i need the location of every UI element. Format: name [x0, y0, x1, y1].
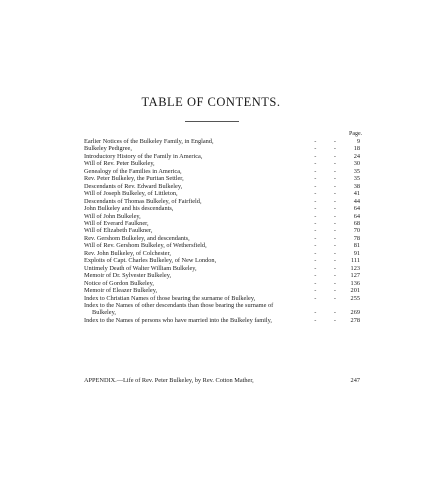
toc-entry	[84, 235, 360, 242]
toc-entry	[84, 302, 360, 309]
leader-dots: - -	[314, 145, 344, 153]
toc-entry	[84, 272, 360, 279]
toc-entry	[84, 250, 360, 257]
toc-entry	[84, 295, 360, 302]
toc-entry	[84, 317, 360, 324]
toc-entry-label: Descendants of Rev. Edward Bulkeley,	[84, 182, 183, 190]
toc-entry-label: Rev. John Bulkeley, of Colchester,	[84, 249, 171, 257]
toc-entry-page: 78	[353, 234, 360, 242]
toc-entry-label: Genealogy of the Families in America,	[84, 167, 182, 175]
toc-entry	[84, 213, 360, 220]
leader-dots: - -	[314, 227, 344, 235]
toc-entry	[84, 168, 360, 175]
leader-dots: - -	[314, 138, 344, 145]
leader-dots: - -	[314, 212, 344, 220]
leader-dots: - -	[314, 249, 344, 257]
leader-dots: - -	[314, 167, 344, 175]
leader-dots: - -	[314, 197, 344, 205]
leader-dots: - -	[314, 190, 344, 198]
toc-entry-label: Rev. Peter Bulkeley, the Puritan Settler,	[84, 175, 184, 183]
appendix-page: 247	[350, 377, 360, 384]
page-column-header: Page.	[349, 131, 363, 137]
toc-entry	[84, 227, 360, 234]
toc-entry-label: Exploits of Capt. Charles Bulkeley, of New London,	[84, 257, 217, 265]
leader-dots: - -	[314, 272, 344, 280]
toc-entry	[84, 153, 360, 160]
toc-entry-page: 136	[350, 279, 360, 287]
toc-entry-label: Bulkeley,	[92, 309, 116, 317]
toc-entry	[84, 242, 360, 249]
appendix-entry	[84, 377, 360, 384]
toc-entry-page: 123	[350, 264, 360, 272]
leader-dots: - -	[314, 205, 344, 213]
toc-entry-page: 68	[353, 219, 360, 227]
appendix-label: APPENDIX.—Life of Rev. Peter Bulkeley, by Rev. Cotton Mather,	[84, 377, 254, 384]
toc-list	[84, 138, 360, 324]
toc-entry-label: Bulkeley Pedigree,	[84, 145, 132, 153]
toc-entry-page: 38	[353, 182, 360, 190]
leader-dots: - -	[314, 264, 344, 272]
toc-entry-label: Earlier Notices of the Bulkeley Family, in England,	[84, 138, 214, 145]
toc-entry	[84, 175, 360, 182]
leader-dots: - -	[314, 234, 344, 242]
toc-entry-page: 35	[353, 167, 360, 175]
toc-entry-page: 127	[350, 272, 360, 280]
toc-entry-label: Notice of Gordon Bulkeley,	[84, 279, 154, 287]
toc-entry-label: Descendants of Thomas Bulkeley, of Fairfield,	[84, 197, 202, 205]
leader-dots: - -	[314, 242, 344, 250]
toc-entry	[84, 220, 360, 227]
toc-entry	[84, 257, 360, 264]
toc-entry-page: 70	[353, 227, 360, 235]
toc-entry-page: 201	[350, 287, 360, 295]
toc-entry-label: Will of Elizabeth Faulkner,	[84, 227, 153, 235]
leader-dots: - -	[314, 175, 344, 183]
toc-entry-label: Will of Rev. Peter Bulkeley,	[84, 160, 155, 168]
page-title: TABLE OF CONTENTS.	[141, 95, 281, 109]
title-divider	[185, 121, 239, 122]
toc-entry	[84, 280, 360, 287]
toc-entry-page: 255	[350, 294, 360, 302]
toc-entry-page: 81	[353, 242, 360, 250]
toc-entry-label: Will of Rev. Gershom Bulkeley, of Wethersfield,	[84, 242, 207, 250]
toc-entry-page: 91	[353, 249, 360, 257]
toc-entry-page: 64	[353, 205, 360, 213]
leader-dots: - -	[314, 219, 344, 227]
toc-entry-label: Index to the Names of persons who have married into the Bulkeley family,	[84, 316, 272, 324]
toc-entry-page: 24	[353, 152, 360, 160]
toc-entry-label: Index to Christian Names of those bearing the surname of Bulkeley,	[84, 294, 256, 302]
toc-entry-label: Will of John Bulkeley,	[84, 212, 141, 220]
toc-entry-page: 30	[353, 160, 360, 168]
toc-entry	[84, 190, 360, 197]
toc-entry	[84, 183, 360, 190]
leader-dots: - -	[314, 294, 344, 302]
toc-entry-label: Memoir of Eleazer Bulkeley,	[84, 287, 158, 295]
toc-entry-page: 278	[350, 316, 360, 324]
toc-entry	[84, 287, 360, 294]
leader-dots: - -	[314, 152, 344, 160]
toc-entry-label: Will of Everard Faulkner,	[84, 219, 149, 227]
toc-entry	[84, 205, 360, 212]
toc-entry-page: 269	[350, 309, 360, 317]
toc-entry	[84, 138, 360, 145]
toc-entry	[84, 265, 360, 272]
toc-entry-label: Untimely Death of Walter William Bulkeley,	[84, 264, 197, 272]
toc-entry	[84, 145, 360, 152]
toc-entry-page: 18	[353, 145, 360, 153]
leader-dots: - -	[314, 257, 344, 265]
toc-entry	[84, 160, 360, 167]
leader-dots: - -	[314, 160, 344, 168]
toc-entry-label: John Bulkeley and his descendants,	[84, 205, 174, 213]
leader-dots: - -	[314, 287, 344, 295]
toc-entry-label: Rev. Gershom Bulkeley, and descendants,	[84, 234, 190, 242]
toc-entry-page: 111	[351, 257, 360, 265]
leader-dots: - -	[314, 279, 344, 287]
toc-entry-page: 64	[353, 212, 360, 220]
toc-entry-page: 35	[353, 175, 360, 183]
toc-entry-page: 44	[353, 197, 360, 205]
leader-dots: - -	[314, 182, 344, 190]
toc-entry	[84, 198, 360, 205]
leader-dots: - -	[314, 309, 344, 317]
toc-entry-label: Memoir of Dr. Sylvester Bulkeley,	[84, 272, 172, 280]
leader-dots: - -	[314, 316, 344, 324]
toc-entry-page: 9	[356, 138, 360, 145]
toc-entry-label: Index to the Names of other descendants than those bearing the surname of	[84, 301, 274, 309]
toc-entry-page: 41	[353, 190, 360, 198]
toc-entry	[84, 309, 360, 316]
toc-entry-label: Introductory History of the Family in America,	[84, 152, 203, 160]
toc-entry-label: Will of Joseph Bulkeley, of Littleton,	[84, 190, 178, 198]
